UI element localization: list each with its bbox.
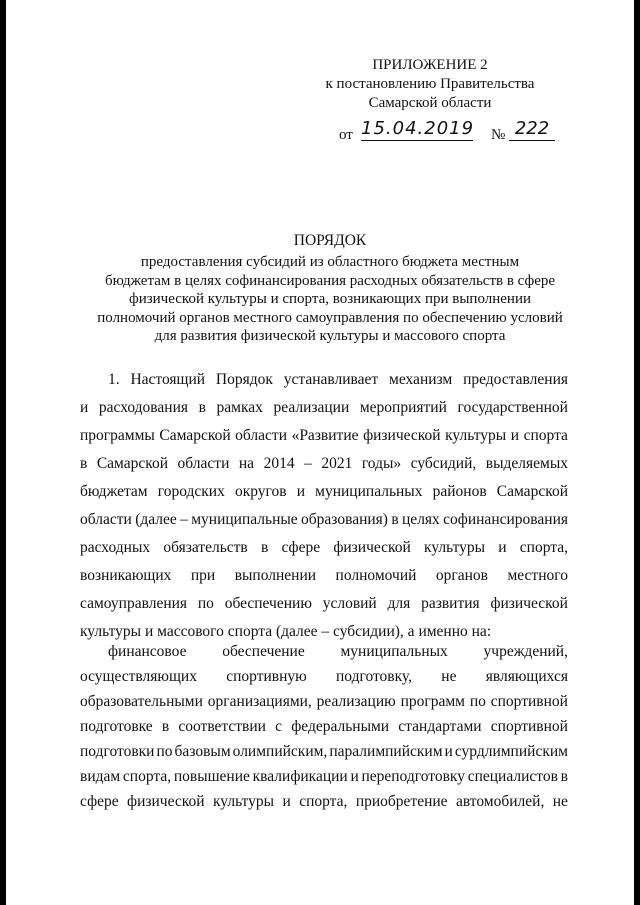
page-title: ПОРЯДОК <box>293 232 367 249</box>
page-subtitle <box>85 253 575 346</box>
body-line: финансовое обеспечение муниципальных учреждений, <box>108 643 568 660</box>
scan-edge-right <box>634 0 640 905</box>
body-line: бюджетам городских округов и муниципальных районов Самарской <box>80 483 568 500</box>
subtitle-line: предоставления субсидий из областного бюджета местным <box>140 254 520 270</box>
subtitle-line: для развития физической культуры и массового спорта <box>154 328 506 344</box>
subtitle-line: физической культуры и спорта, возникающих при выполнении <box>128 291 531 307</box>
body-line: программы Самарской области «Развитие физической культуры и спорта <box>80 427 568 444</box>
date-prefix: от <box>339 127 353 143</box>
subtitle-line: полномочий органов местного самоуправления по обеспечению условий <box>97 309 563 326</box>
handwritten-date: 15.04.2019 <box>361 118 475 139</box>
body-line: видам спорта, повышение квалификации и переподготовку специалистов в <box>80 768 568 785</box>
body-line: области (далее – муниципальные образования) в целях софинансирования <box>80 511 568 528</box>
body-line: 1. Настоящий Порядок устанавливает механизм предоставления <box>108 371 568 388</box>
appendix-region: Самарской области <box>368 95 492 111</box>
body-line: образовательными организациями, реализацию программ по спортивной <box>80 693 568 710</box>
body-line: расходных обязательств в сфере физической культуры и спорта, <box>80 539 568 556</box>
body-line: осуществляющих спортивную подготовку, не являющихся <box>80 668 568 685</box>
body-line: в Самарской области на 2014 – 2021 годы» субсидий, выделяемых <box>80 455 568 472</box>
subtitle-line: бюджетам в целях софинансирования расходных обязательств в сфере <box>104 272 556 289</box>
body-line: возникающих при выполнении полномочий органов местного <box>80 567 568 584</box>
appendix-to: к постановлению Правительства <box>325 76 535 92</box>
body-line: подготовки по базовым олимпийским, паралимпийским и сурдлимпийским <box>80 743 568 760</box>
body-line: подготовке в соответствии с федеральными стандартами спортивной <box>80 718 568 735</box>
appendix-label: ПРИЛОЖЕНИЕ 2 <box>372 57 488 73</box>
date-number-line <box>339 118 569 148</box>
scan-edge-left <box>0 0 6 905</box>
body-line: самоуправления по обеспечению условий для развития физической <box>80 595 568 612</box>
number-prefix: № <box>491 127 506 143</box>
handwritten-number: 222 <box>509 118 555 141</box>
body-line: и расходования в рамках реализации мероприятий государственной <box>80 399 568 416</box>
body-line: культуры и массового спорта (далее – субсидии), а именно на: <box>80 623 492 640</box>
body-line: сфере физической культуры и спорта, приобретение автомобилей, не <box>80 793 568 810</box>
